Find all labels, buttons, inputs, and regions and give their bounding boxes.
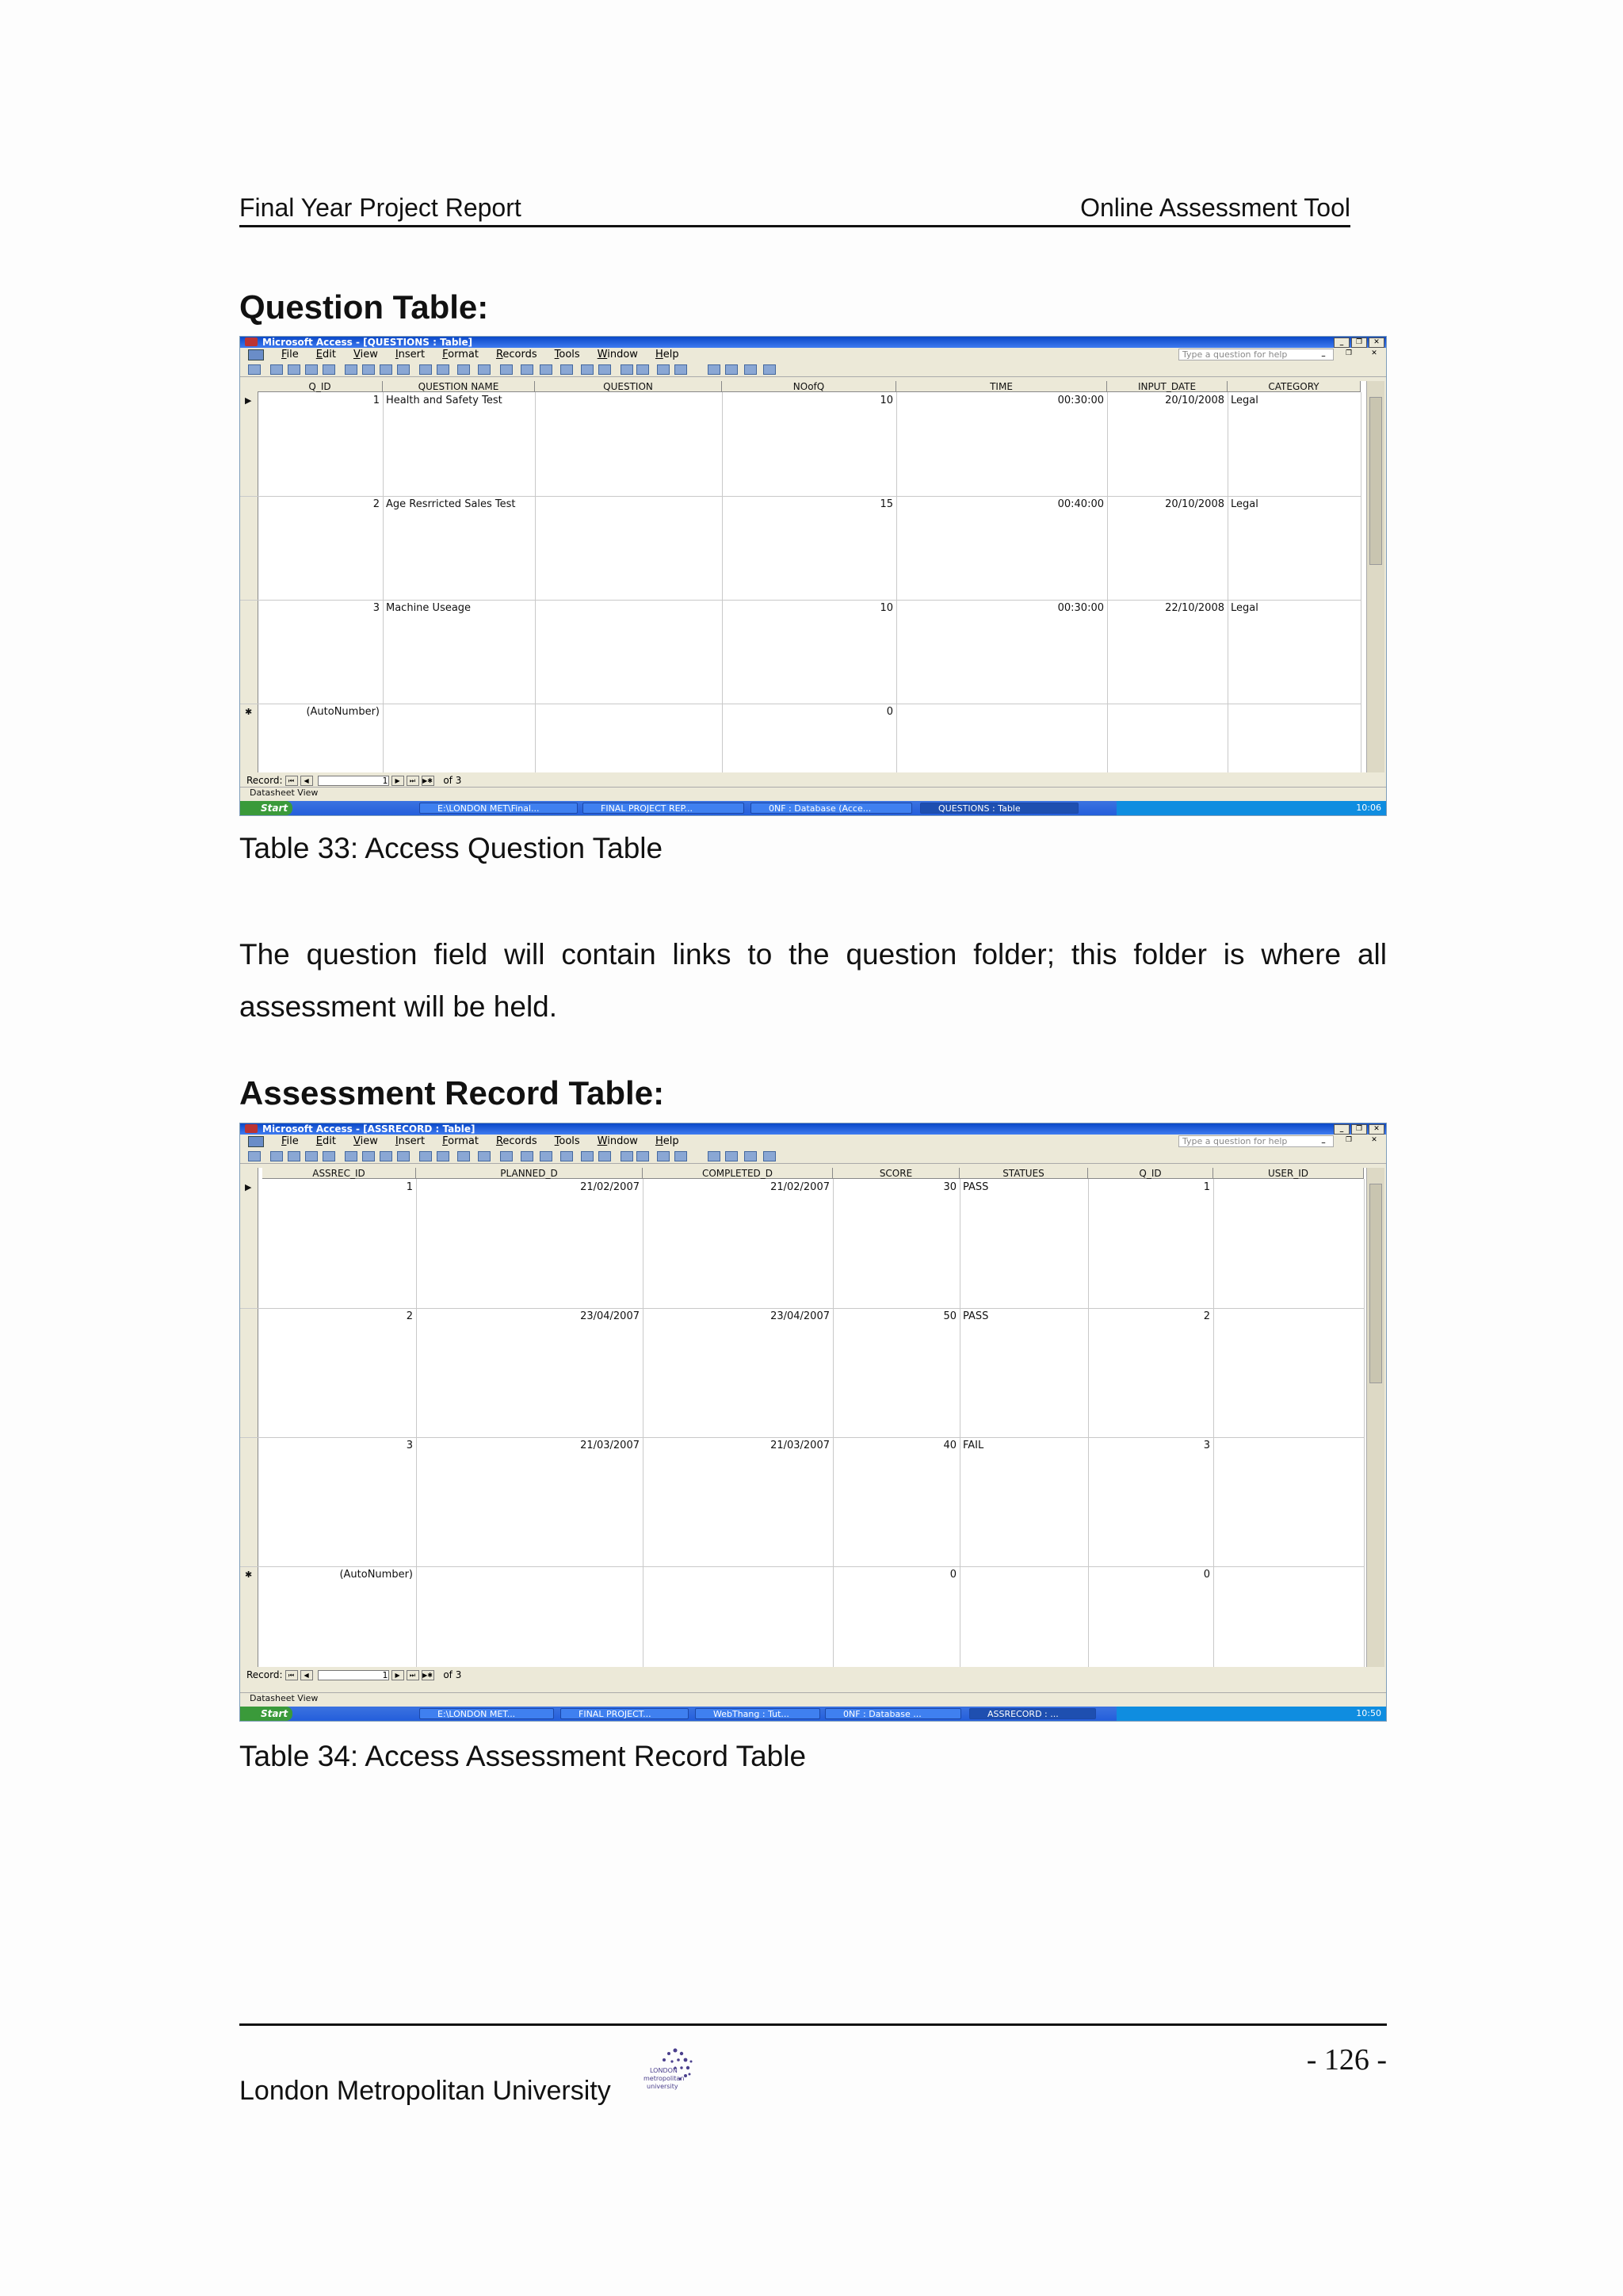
restore-button[interactable]: ❐	[1351, 338, 1367, 348]
column-header[interactable]: QUESTION	[535, 381, 722, 392]
menu-file[interactable]: File	[281, 349, 299, 360]
toolbar-icon[interactable]	[744, 364, 757, 375]
footer-rule	[239, 2023, 1387, 2026]
new-record-star-icon[interactable]: ✱	[245, 1569, 253, 1580]
toolbar-icon[interactable]	[323, 1151, 335, 1161]
table-cell[interactable]: 0	[949, 1569, 957, 1581]
toolbar-icon[interactable]	[598, 1151, 611, 1161]
page-number: - 126 -	[1306, 2043, 1387, 2077]
toolbar-icon[interactable]	[540, 1151, 552, 1161]
column-divider	[535, 392, 536, 772]
table-cell[interactable]: 20/10/2008	[1165, 498, 1224, 510]
toolbar-icon[interactable]	[560, 364, 573, 375]
menu-window[interactable]: Window	[597, 1135, 638, 1147]
restore-button[interactable]: ❐	[1351, 1124, 1367, 1135]
toolbar-icon[interactable]	[500, 1151, 513, 1161]
menu-records[interactable]: Records	[495, 349, 537, 360]
menu-bar	[240, 1135, 1386, 1148]
table-cell[interactable]: 00:30:00	[1057, 395, 1104, 406]
record-label: Record:	[246, 1669, 283, 1680]
column-divider	[383, 392, 384, 772]
toolbar-icon[interactable]	[621, 1151, 633, 1161]
toolbar-icon[interactable]	[598, 364, 611, 375]
toolbar-icon[interactable]	[419, 1151, 432, 1161]
toolbar-icon[interactable]	[305, 364, 318, 375]
toolbar-icon[interactable]	[636, 1151, 649, 1161]
toolbar-icon[interactable]	[437, 364, 449, 375]
table-cell[interactable]: 0	[1203, 1569, 1210, 1581]
toolbar-icon[interactable]	[478, 364, 491, 375]
row-divider	[240, 1566, 1364, 1567]
close-button[interactable]: ✕	[1369, 338, 1384, 348]
access-window-assrecord	[239, 1123, 1387, 1722]
column-header[interactable]: COMPLETED_D	[643, 1168, 833, 1179]
table-cell[interactable]: 00:30:00	[1057, 602, 1104, 614]
column-header[interactable]: TIME	[896, 381, 1107, 392]
new-record-button[interactable]: ▶✱	[422, 777, 433, 784]
column-divider	[1107, 392, 1108, 772]
toolbar-icon[interactable]	[763, 364, 776, 375]
help-search-input[interactable]: Type a question for help	[1178, 349, 1334, 360]
start-button[interactable]: Start	[240, 1707, 292, 1721]
toolbar-icon[interactable]	[362, 1151, 375, 1161]
table-cell[interactable]: Age Resrricted Sales Test	[386, 498, 516, 510]
table-cell[interactable]: 2	[406, 1310, 413, 1322]
toolbar-icon[interactable]	[500, 364, 513, 375]
column-header[interactable]: ASSREC_ID	[262, 1168, 416, 1179]
window-title: Microsoft Access - [ASSRECORD : Table]	[262, 1123, 475, 1135]
help-search-input[interactable]: Type a question for help	[1178, 1135, 1334, 1147]
column-header[interactable]: STATUES	[960, 1168, 1088, 1179]
table-cell[interactable]: 40	[943, 1440, 957, 1451]
first-record-button[interactable]: ⏮	[285, 776, 298, 786]
status-bar: Datasheet View	[240, 1692, 1386, 1703]
table-cell[interactable]: 21/03/2007	[580, 1440, 640, 1451]
window-controls	[1334, 338, 1384, 348]
column-divider	[416, 1179, 417, 1667]
record-label: Record:	[246, 775, 283, 786]
document-icon	[248, 1136, 264, 1147]
doc-close-button[interactable]: ✕	[1371, 349, 1377, 357]
toolbar-icon[interactable]	[708, 364, 720, 375]
table-cell[interactable]: Legal	[1231, 395, 1258, 406]
toolbar-icon[interactable]	[725, 1151, 738, 1161]
toolbar-icon[interactable]	[457, 364, 470, 375]
record-count: of 3	[440, 1669, 462, 1680]
table-cell[interactable]: PASS	[963, 1310, 989, 1322]
table-cell[interactable]: 3	[1203, 1440, 1210, 1451]
toolbar-icon[interactable]	[345, 1151, 357, 1161]
menu-file[interactable]: File	[281, 1135, 299, 1147]
table-cell[interactable]: 23/04/2007	[770, 1310, 830, 1322]
header-right: Online Assessment Tool	[1080, 193, 1350, 222]
toolbar-icon[interactable]	[744, 1151, 757, 1161]
toolbar-icon[interactable]	[725, 364, 738, 375]
caption-table-34: Table 34: Access Assessment Record Table	[239, 1740, 807, 1772]
prev-record-button[interactable]: ◀	[300, 776, 313, 786]
document-icon	[248, 349, 264, 360]
taskbar-item[interactable]: E:\LONDON MET\Final...	[419, 803, 578, 814]
vertical-scrollbar[interactable]	[1366, 1168, 1384, 1667]
minimize-button[interactable]: _	[1334, 338, 1350, 348]
toolbar-icon[interactable]	[708, 1151, 720, 1161]
record-number-input[interactable]: 1	[318, 776, 389, 786]
table-cell[interactable]: 10	[880, 602, 893, 614]
system-tray	[1117, 1707, 1386, 1721]
column-header[interactable]: Q_ID	[258, 381, 383, 392]
toolbar-icon[interactable]	[323, 364, 335, 375]
university-logo	[626, 2044, 697, 2100]
current-record-arrow-icon[interactable]: ▶	[245, 395, 252, 406]
next-record-button[interactable]: ▶	[391, 1670, 404, 1680]
row-divider	[240, 1308, 1364, 1309]
toolbar-icon[interactable]	[621, 364, 633, 375]
page-header	[239, 193, 1350, 227]
datasheet-grid	[240, 381, 1384, 772]
clock: 10:50	[1356, 1708, 1381, 1718]
doc-minimize-button[interactable]: _	[1321, 1136, 1326, 1144]
window-title: Microsoft Access - [QUESTIONS : Table]	[262, 337, 473, 348]
window-titlebar	[240, 1123, 1386, 1135]
doc-minimize-button[interactable]: _	[1321, 349, 1326, 357]
menu-edit[interactable]: Edit	[315, 1135, 336, 1147]
table-cell[interactable]: 21/03/2007	[770, 1440, 830, 1451]
window-titlebar	[240, 337, 1386, 348]
status-bar: Datasheet View	[240, 787, 1386, 797]
menu-edit[interactable]: Edit	[315, 349, 336, 360]
record-navigation	[240, 774, 1386, 787]
toolbar-icon[interactable]	[380, 364, 392, 375]
table-cell[interactable]: 20/10/2008	[1165, 395, 1224, 406]
taskbar-item[interactable]: FINAL PROJECT REP...	[582, 803, 744, 814]
table-cell[interactable]: Machine Useage	[386, 602, 472, 614]
current-record-arrow-icon[interactable]: ▶	[245, 1182, 252, 1192]
table-cell[interactable]: 21/02/2007	[580, 1181, 640, 1193]
toolbar-icon[interactable]	[380, 1151, 392, 1161]
column-header[interactable]: NOofQ	[722, 381, 896, 392]
table-cell[interactable]: 1	[406, 1181, 413, 1193]
table-cell[interactable]: 2	[372, 498, 380, 510]
taskbar-item[interactable]: FINAL PROJECT...	[560, 1708, 689, 1719]
toolbar-icon[interactable]	[674, 364, 687, 375]
record-selector-column	[240, 1168, 258, 1667]
table-cell[interactable]: 22/10/2008	[1165, 602, 1224, 614]
logo-line-2: metropolitan	[643, 2075, 685, 2082]
column-header[interactable]: USER_ID	[1213, 1168, 1364, 1179]
menu-tools[interactable]: Tools	[554, 349, 580, 360]
menu-help[interactable]: Help	[655, 349, 679, 360]
column-header[interactable]: CATEGORY	[1228, 381, 1361, 392]
toolbar-icon[interactable]	[288, 1151, 300, 1161]
scrollbar-thumb[interactable]	[1369, 1184, 1382, 1383]
table-cell[interactable]: 3	[372, 602, 380, 614]
column-header[interactable]: SCORE	[833, 1168, 960, 1179]
menu-records[interactable]: Records	[495, 1135, 537, 1147]
datasheet-grid	[240, 1168, 1384, 1667]
section-title-question-table: Question Table:	[239, 288, 489, 326]
taskbar-item[interactable]: 0NF : Database (Acce...	[750, 803, 912, 814]
toolbar-icon[interactable]	[674, 1151, 687, 1161]
header-left: Final Year Project Report	[239, 193, 521, 222]
column-divider	[1213, 1179, 1214, 1667]
toolbar-icon[interactable]	[397, 1151, 410, 1161]
table-cell[interactable]: 2	[1203, 1310, 1210, 1322]
column-divider	[833, 1179, 834, 1667]
footer-university: London Metropolitan University	[239, 2076, 611, 2106]
column-divider	[1088, 1179, 1089, 1667]
column-header[interactable]: INPUT_DATE	[1107, 381, 1228, 392]
row-divider	[240, 1437, 1364, 1438]
new-record-button[interactable]: ▶✱	[422, 1672, 433, 1679]
toolbar-icon[interactable]	[521, 364, 533, 375]
menu-insert[interactable]: Insert	[395, 1135, 426, 1147]
doc-restore-button[interactable]: ❐	[1345, 1136, 1353, 1144]
toolbar	[240, 361, 1386, 377]
toolbar-icon[interactable]	[362, 364, 375, 375]
minimize-button[interactable]: _	[1334, 1124, 1350, 1135]
taskbar-item[interactable]: WebThang : Tut...	[695, 1708, 820, 1719]
section-title-assessment-record: Assessment Record Table:	[239, 1074, 665, 1112]
system-tray	[1117, 801, 1386, 815]
table-cell[interactable]: 30	[943, 1181, 957, 1193]
table-cell[interactable]: (AutoNumber)	[306, 706, 380, 718]
close-button[interactable]: ✕	[1369, 1124, 1384, 1135]
toolbar-icon[interactable]	[457, 1151, 470, 1161]
table-cell[interactable]: 21/02/2007	[770, 1181, 830, 1193]
table-cell[interactable]: Legal	[1231, 498, 1258, 510]
prev-record-button[interactable]: ◀	[300, 1670, 313, 1680]
access-app-icon	[245, 338, 258, 346]
table-cell[interactable]: 0	[886, 706, 893, 718]
menu-view[interactable]: View	[353, 1135, 378, 1147]
toolbar-icon[interactable]	[581, 364, 594, 375]
taskbar-item[interactable]: ASSRECORD : ...	[969, 1708, 1096, 1719]
toolbar-icon[interactable]	[305, 1151, 318, 1161]
taskbar-item[interactable]: 0NF : Database ...	[825, 1708, 961, 1719]
doc-restore-button[interactable]: ❐	[1345, 349, 1353, 357]
toolbar-icon[interactable]	[636, 364, 649, 375]
menu-help[interactable]: Help	[655, 1135, 679, 1147]
column-header[interactable]: PLANNED_D	[416, 1168, 643, 1179]
document-controls	[1316, 1136, 1381, 1145]
column-divider	[1364, 1179, 1365, 1667]
toolbar-icon[interactable]	[248, 1151, 261, 1161]
first-record-button[interactable]: ⏮	[285, 1670, 298, 1680]
document-controls	[1316, 349, 1381, 358]
access-app-icon	[245, 1124, 258, 1133]
menu-format[interactable]: Format	[442, 349, 479, 360]
table-cell[interactable]: 1	[1203, 1181, 1210, 1193]
toolbar	[240, 1148, 1386, 1164]
last-record-button[interactable]: ⏭	[407, 1670, 419, 1680]
toolbar-icon[interactable]	[581, 1151, 594, 1161]
column-header[interactable]: Q_ID	[1088, 1168, 1213, 1179]
menu-window[interactable]: Window	[597, 349, 638, 360]
row-divider	[240, 496, 1361, 497]
start-button[interactable]: Start	[240, 801, 292, 815]
toolbar-icon[interactable]	[345, 364, 357, 375]
table-cell[interactable]: 3	[406, 1440, 413, 1451]
logo-line-3: university	[647, 2083, 678, 2090]
table-cell[interactable]: 10	[880, 395, 893, 406]
toolbar-icon[interactable]	[437, 1151, 449, 1161]
menu-tools[interactable]: Tools	[554, 1135, 580, 1147]
taskbar-item[interactable]: QUESTIONS : Table	[920, 803, 1079, 814]
table-cell[interactable]: 00:40:00	[1057, 498, 1104, 510]
toolbar-icon[interactable]	[270, 1151, 283, 1161]
toolbar-icon[interactable]	[397, 364, 410, 375]
row-divider	[240, 600, 1361, 601]
record-number-input[interactable]: 1	[318, 1670, 389, 1680]
column-divider	[896, 392, 897, 772]
scrollbar-thumb[interactable]	[1369, 397, 1382, 565]
table-cell[interactable]: PASS	[963, 1181, 989, 1193]
access-window-questions	[239, 336, 1387, 816]
toolbar-icon[interactable]	[540, 364, 552, 375]
column-header[interactable]: QUESTION NAME	[383, 381, 535, 392]
table-cell[interactable]: Legal	[1231, 602, 1258, 614]
table-cell[interactable]: 1	[372, 395, 380, 406]
menu-bar	[240, 348, 1386, 361]
toolbar-icon[interactable]	[478, 1151, 491, 1161]
table-cell[interactable]: FAIL	[963, 1440, 984, 1451]
new-record-star-icon[interactable]: ✱	[245, 707, 253, 717]
body-paragraph: The question field will contain links to the question folder; this folder is where all assessment will be held.	[239, 938, 1387, 1023]
table-cell[interactable]: 23/04/2007	[580, 1310, 640, 1322]
windows-taskbar	[240, 1707, 1386, 1721]
menu-view[interactable]: View	[353, 349, 378, 360]
toolbar-icon[interactable]	[521, 1151, 533, 1161]
toolbar-icon[interactable]	[560, 1151, 573, 1161]
window-controls	[1334, 1124, 1384, 1135]
taskbar-item[interactable]: E:\LONDON MET...	[419, 1708, 554, 1719]
next-record-button[interactable]: ▶	[391, 776, 404, 786]
table-cell[interactable]: 15	[880, 498, 893, 510]
record-count: of 3	[440, 775, 462, 786]
toolbar-icon[interactable]	[763, 1151, 776, 1161]
windows-taskbar	[240, 801, 1386, 815]
doc-close-button[interactable]: ✕	[1371, 1136, 1377, 1144]
last-record-button[interactable]: ⏭	[407, 776, 419, 786]
menu-insert[interactable]: Insert	[395, 349, 426, 360]
table-cell[interactable]: (AutoNumber)	[339, 1569, 413, 1581]
record-navigation	[240, 1669, 1386, 1681]
toolbar-icon[interactable]	[657, 1151, 670, 1161]
caption-table-33: Table 33: Access Question Table	[239, 832, 663, 864]
table-cell[interactable]: Health and Safety Test	[386, 395, 502, 406]
table-cell[interactable]: 50	[943, 1310, 957, 1322]
toolbar-icon[interactable]	[419, 364, 432, 375]
toolbar-icon[interactable]	[657, 364, 670, 375]
toolbar-icon[interactable]	[248, 364, 261, 375]
clock: 10:06	[1356, 803, 1381, 813]
toolbar-icon[interactable]	[288, 364, 300, 375]
menu-format[interactable]: Format	[442, 1135, 479, 1147]
logo-line-1: LONDON	[650, 2067, 678, 2074]
vertical-scrollbar[interactable]	[1366, 381, 1384, 772]
toolbar-icon[interactable]	[270, 364, 283, 375]
